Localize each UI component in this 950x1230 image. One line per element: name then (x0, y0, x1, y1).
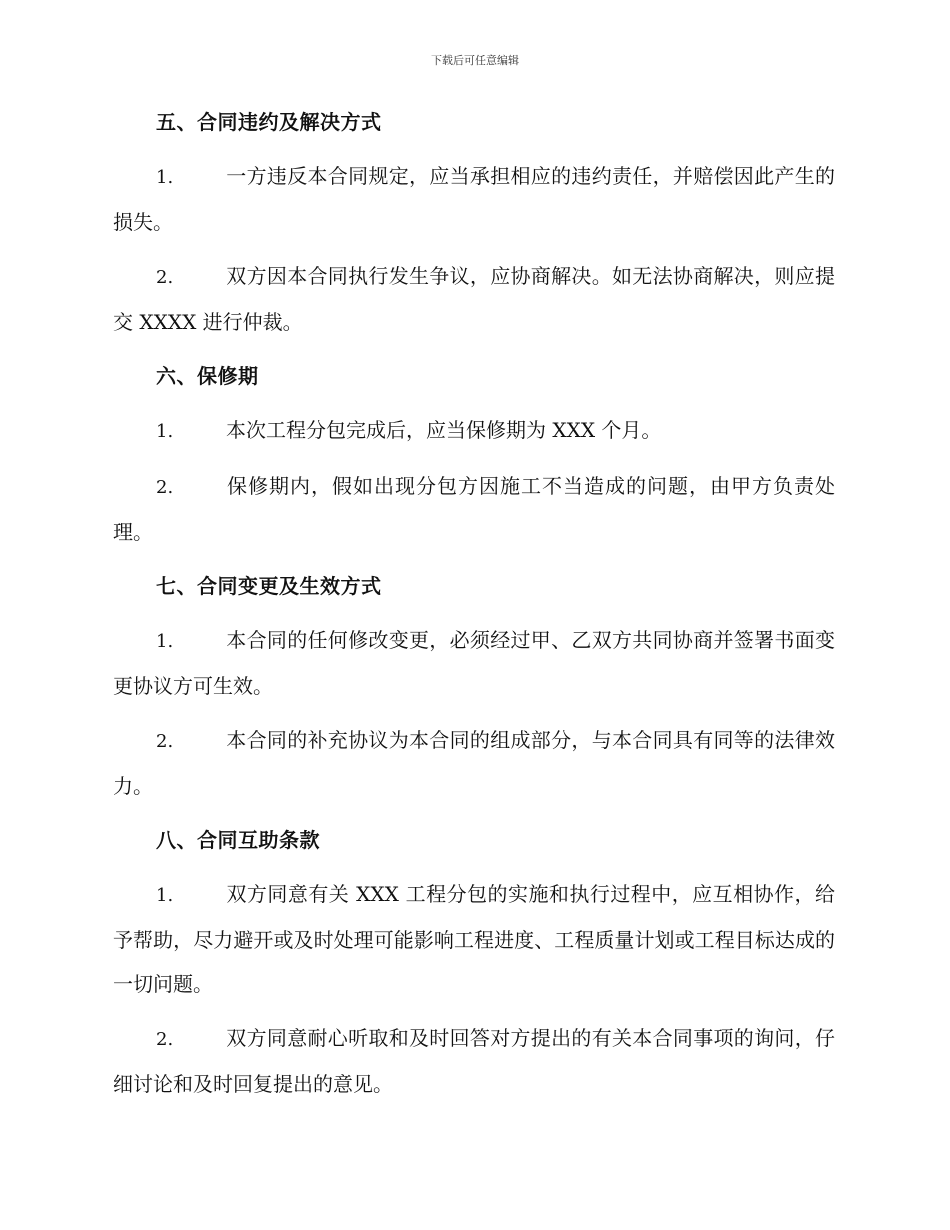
document-body (113, 100, 835, 1116)
section-warranty (113, 354, 835, 554)
page-header-note: 下载后可任意编辑 (431, 54, 519, 67)
clause-item (113, 1016, 835, 1106)
section-cooperation (113, 818, 835, 1106)
clause-text: 本合同的任何修改变更，必须经过甲、乙双方共同协商并签署书面变更协议方可生效。 (113, 628, 835, 698)
clause-number: 1. (156, 885, 174, 906)
clause-item (113, 254, 835, 344)
clause-item (113, 408, 835, 454)
clause-number: 2. (156, 1029, 174, 1050)
clause-number: 1. (156, 421, 174, 442)
clause-text: 本次工程分包完成后，应当保修期为 XXX 个月。 (226, 418, 662, 442)
clause-number: 1. (156, 167, 174, 188)
clause-number: 2. (156, 731, 174, 752)
section-amendment (113, 564, 835, 808)
clause-number: 2. (156, 477, 174, 498)
section-title: 六、保修期 (156, 364, 259, 388)
clause-item (113, 872, 835, 1006)
clause-item (113, 618, 835, 708)
clause-item (113, 154, 835, 244)
clause-item (113, 464, 835, 554)
clause-item (113, 718, 835, 808)
section-title: 七、合同变更及生效方式 (156, 574, 382, 598)
clause-text: 双方同意耐心听取和及时回答对方提出的有关本合同事项的询问，仔细讨论和及时回复提出的意见。 (113, 1026, 835, 1096)
clause-text: 一方违反本合同规定，应当承担相应的违约责任，并赔偿因此产生的损失。 (113, 164, 835, 234)
clause-text: 本合同的补充协议为本合同的组成部分，与本合同具有同等的法律效力。 (113, 728, 835, 798)
section-title: 八、合同互助条款 (156, 828, 320, 852)
clause-text: 双方同意有关 XXX 工程分包的实施和执行过程中，应互相协作，给予帮助，尽力避开或及时处理可能影响工程进度、工程质量计划或工程目标达成的一切问题。 (113, 882, 835, 996)
section-breach (113, 100, 835, 344)
clause-text: 双方因本合同执行发生争议，应协商解决。如无法协商解决，则应提交 XXXX 进行仲裁。 (113, 264, 835, 334)
section-title: 五、合同违约及解决方式 (156, 110, 382, 134)
clause-text: 保修期内，假如出现分包方因施工不当造成的问题，由甲方负责处理。 (113, 474, 835, 544)
clause-number: 2. (156, 267, 174, 288)
clause-number: 1. (156, 631, 174, 652)
